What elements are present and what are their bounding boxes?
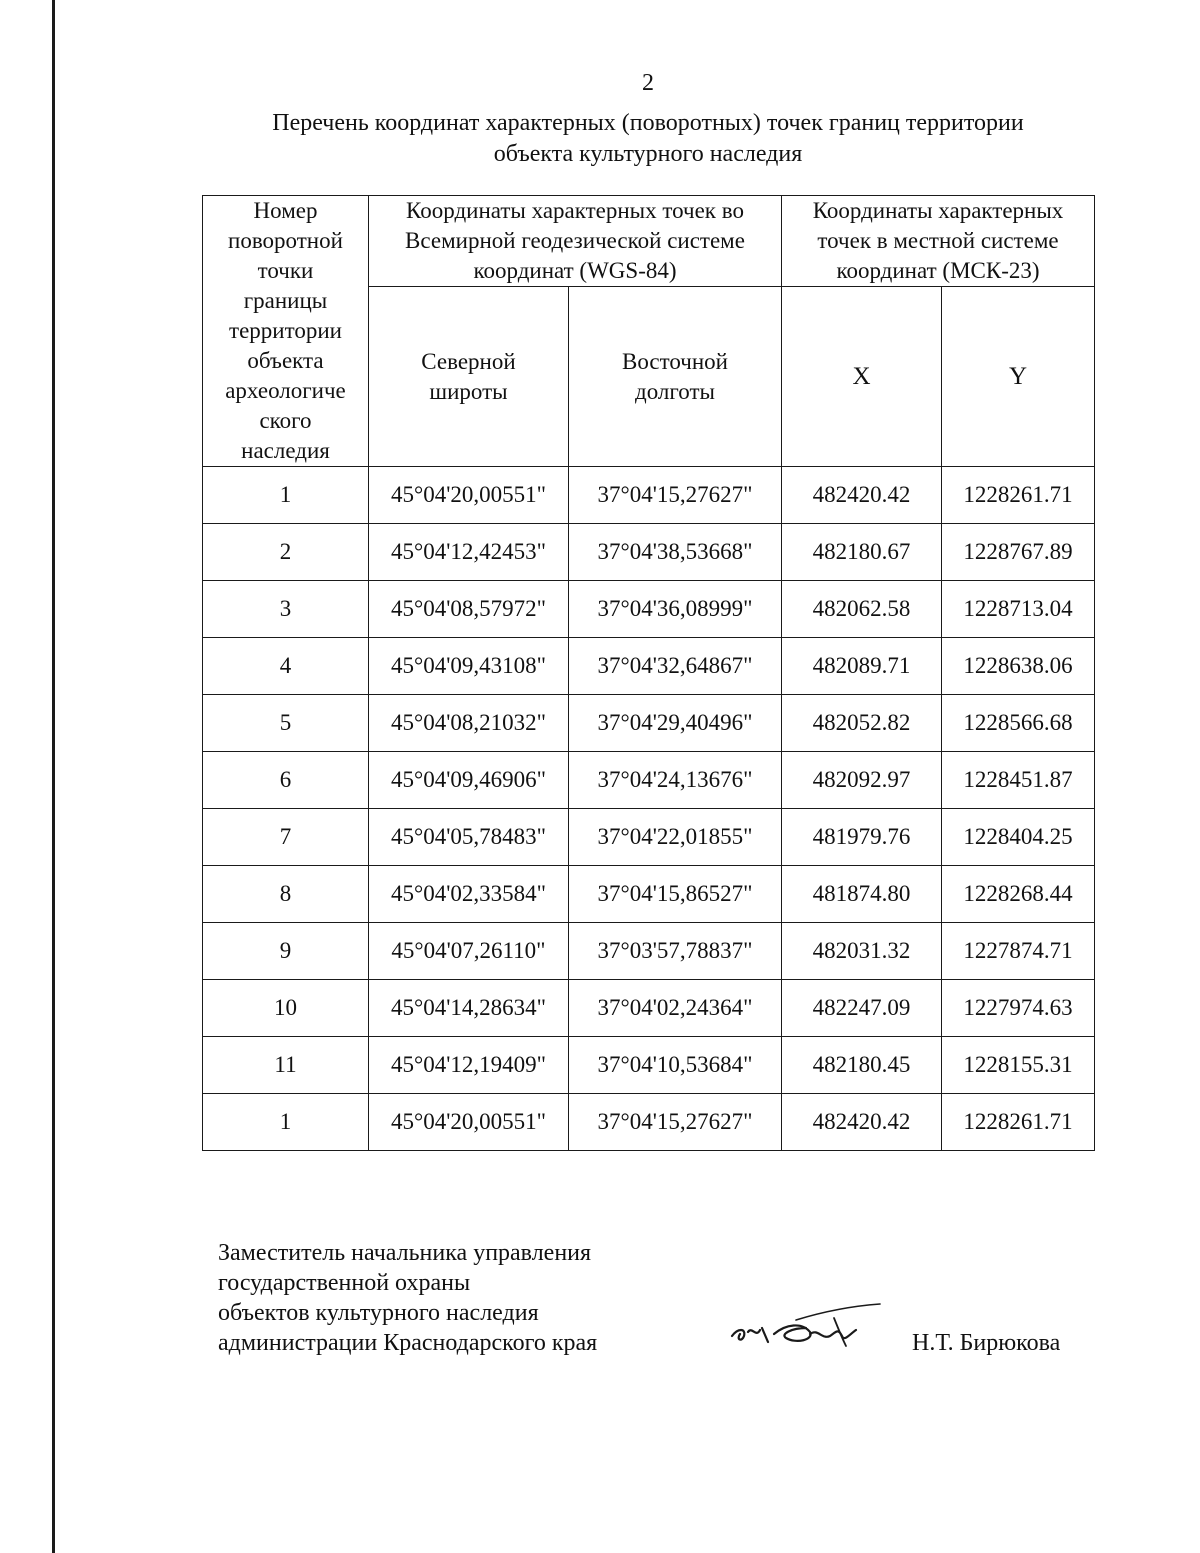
cell-latitude: 45°04'09,46906": [369, 752, 569, 809]
cell-longitude: 37°04'29,40496": [569, 695, 782, 752]
cell-point-number: 7: [203, 809, 369, 866]
cell-longitude: 37°04'15,86527": [569, 866, 782, 923]
handwritten-signature: [726, 1298, 886, 1358]
header-wgs84-group: Координаты характерных точек во Всемирной геодезической системе координат (WGS-84): [369, 196, 782, 287]
cell-point-number: 3: [203, 581, 369, 638]
title-line-1: Перечень координат характерных (поворотных) точек границ территории: [272, 110, 1024, 136]
cell-latitude: 45°04'08,21032": [369, 695, 569, 752]
cell-point-number: 9: [203, 923, 369, 980]
cell-x: 482180.67: [782, 524, 942, 581]
header-x: X: [782, 287, 942, 467]
cell-y: 1228451.87: [942, 752, 1095, 809]
cell-longitude: 37°04'22,01855": [569, 809, 782, 866]
cell-point-number: 2: [203, 524, 369, 581]
cell-longitude: 37°04'02,24364": [569, 980, 782, 1037]
signatory-name: Н.Т. Бирюкова: [912, 1330, 1061, 1356]
table-row: [203, 1094, 1095, 1151]
signatory-position-line: Заместитель начальника управления: [218, 1240, 592, 1266]
cell-longitude: 37°04'10,53684": [569, 1037, 782, 1094]
cell-x: 482180.45: [782, 1037, 942, 1094]
table-row: [203, 752, 1095, 809]
table-row: [203, 809, 1095, 866]
cell-y: 1228767.89: [942, 524, 1095, 581]
cell-x: 481979.76: [782, 809, 942, 866]
cell-latitude: 45°04'20,00551": [369, 1094, 569, 1151]
scan-edge-line: [52, 0, 55, 1553]
cell-point-number: 4: [203, 638, 369, 695]
table-row: [203, 695, 1095, 752]
cell-y: 1228268.44: [942, 866, 1095, 923]
cell-longitude: 37°03'57,78837": [569, 923, 782, 980]
table-row: [203, 581, 1095, 638]
cell-longitude: 37°04'38,53668": [569, 524, 782, 581]
table-row: [203, 524, 1095, 581]
cell-point-number: 5: [203, 695, 369, 752]
cell-x: 482052.82: [782, 695, 942, 752]
cell-point-number: 10: [203, 980, 369, 1037]
cell-x: 482089.71: [782, 638, 942, 695]
header-msk23-group: Координаты характерных точек в местной системе координат (МСК-23): [782, 196, 1095, 287]
cell-latitude: 45°04'14,28634": [369, 980, 569, 1037]
cell-x: 482031.32: [782, 923, 942, 980]
cell-y: 1228566.68: [942, 695, 1095, 752]
cell-longitude: 37°04'24,13676": [569, 752, 782, 809]
title-line-2: объекта культурного наследия: [493, 141, 803, 167]
signatory-position-line: государственной охраны: [218, 1270, 471, 1296]
table-row: [203, 923, 1095, 980]
table-row: [203, 1037, 1095, 1094]
cell-y: 1228155.31: [942, 1037, 1095, 1094]
cell-x: 482062.58: [782, 581, 942, 638]
header-east-longitude: Восточной долготы: [569, 287, 782, 467]
table-row: [203, 638, 1095, 695]
coordinates-table: [202, 195, 1095, 1151]
cell-y: 1228261.71: [942, 1094, 1095, 1151]
header-north-latitude: Северной широты: [369, 287, 569, 467]
cell-x: 482247.09: [782, 980, 942, 1037]
cell-longitude: 37°04'36,08999": [569, 581, 782, 638]
cell-latitude: 45°04'02,33584": [369, 866, 569, 923]
signatory-position-line: объектов культурного наследия: [218, 1300, 539, 1326]
cell-x: 481874.80: [782, 866, 942, 923]
cell-longitude: 37°04'15,27627": [569, 1094, 782, 1151]
cell-latitude: 45°04'12,42453": [369, 524, 569, 581]
cell-latitude: 45°04'07,26110": [369, 923, 569, 980]
cell-latitude: 45°04'20,00551": [369, 467, 569, 524]
header-point-number: Номер поворотной точки границы территории объекта археологиче ского наследия: [203, 196, 369, 467]
cell-point-number: 11: [203, 1037, 369, 1094]
cell-y: 1227874.71: [942, 923, 1095, 980]
cell-point-number: 8: [203, 866, 369, 923]
cell-longitude: 37°04'32,64867": [569, 638, 782, 695]
cell-y: 1228404.25: [942, 809, 1095, 866]
signatory-position: [218, 1238, 698, 1358]
cell-longitude: 37°04'15,27627": [569, 467, 782, 524]
page-number: 2: [642, 70, 654, 96]
cell-y: 1227974.63: [942, 980, 1095, 1037]
cell-x: 482092.97: [782, 752, 942, 809]
signatory-position-line: администрации Краснодарского края: [218, 1330, 598, 1356]
cell-latitude: 45°04'12,19409": [369, 1037, 569, 1094]
cell-x: 482420.42: [782, 1094, 942, 1151]
document-title: [200, 108, 1096, 170]
cell-latitude: 45°04'05,78483": [369, 809, 569, 866]
cell-point-number: 6: [203, 752, 369, 809]
header-y: Y: [942, 287, 1095, 467]
cell-latitude: 45°04'09,43108": [369, 638, 569, 695]
cell-latitude: 45°04'08,57972": [369, 581, 569, 638]
table-row: [203, 467, 1095, 524]
cell-point-number: 1: [203, 467, 369, 524]
cell-y: 1228638.06: [942, 638, 1095, 695]
table-row: [203, 980, 1095, 1037]
cell-y: 1228713.04: [942, 581, 1095, 638]
cell-point-number: 1: [203, 1094, 369, 1151]
table-row: [203, 866, 1095, 923]
cell-x: 482420.42: [782, 467, 942, 524]
cell-y: 1228261.71: [942, 467, 1095, 524]
